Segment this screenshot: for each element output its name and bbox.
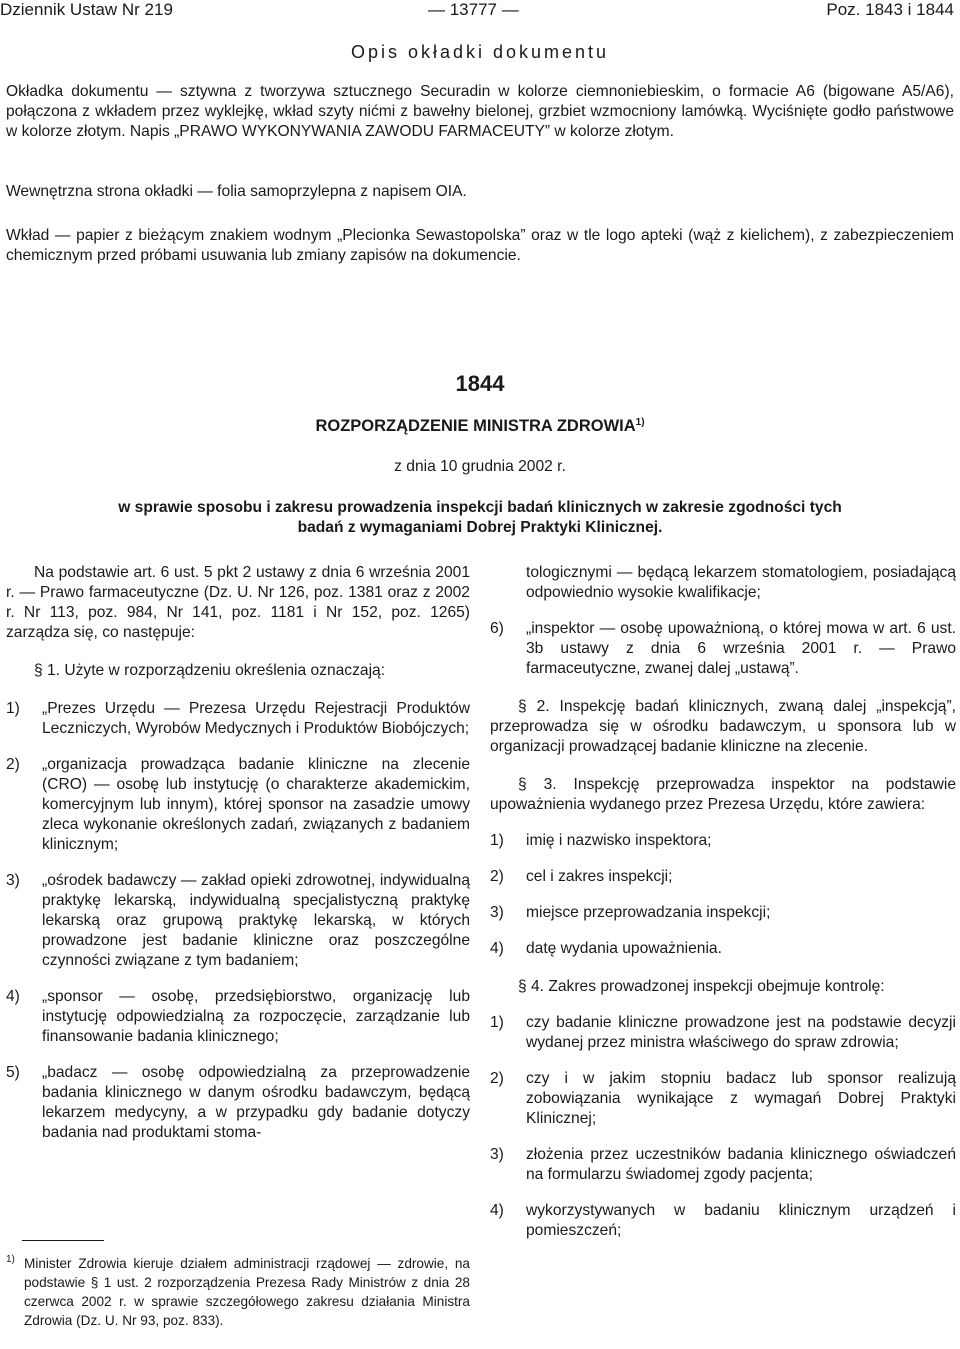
footnote-text: Minister Zdrowia kieruje działem administracji rządowej — zdrowie, na podstawie § 1 ust. 2 rozporządzenia Prezesa Rady Ministrów z dnia 28 czerwca 2002 r. w sprawie szczegółowego zakresu działania Ministra Zdrowia (Dz. U. Nr 93, poz. 833).: [24, 1256, 470, 1328]
act-title: ROZPORZĄDZENIE MINISTRA ZDROWIA$^{1)}$: [315, 417, 645, 435]
item-number: 2): [490, 1070, 504, 1087]
item-text: czy badanie kliniczne prowadzone jest na podstawie decyzji wydanej przez ministra właściwego do spraw zdrowia;: [526, 1014, 956, 1051]
item-number: 6): [490, 620, 504, 637]
footnote-ref: 1): [635, 417, 645, 428]
footnote-mark: 1): [6, 1254, 15, 1265]
definition-2: [6, 755, 470, 855]
item-text: czy i w jakim stopniu badacz lub sponsor realizują zobowiązania wynikające z wymagań Dobrej Praktyki Klinicznej;: [526, 1070, 956, 1127]
section-4: § 4. Zakres prowadzonej inspekcji obejmuje kontrolę:: [518, 978, 885, 995]
definition-6: [490, 619, 956, 679]
item-number: 1): [490, 1014, 504, 1031]
section-4-item-1: [490, 1013, 956, 1053]
item-number: 4): [490, 940, 504, 957]
cover-paragraph-1: Okładka dokumentu — sztywna z tworzywa sztucznego Securadin w kolorze ciemnoniebieskim, o formacie A6 (bigowane A5/A6), połączona z wkładem przez wyklejkę, wkład szyty nićmi z bawełny bielonej, grzbiet wzmocniony lamówką. Wyciśnięte godło państwowe w kolorze złotym. Napis „PRAWO WYKONYWANIA ZAWODU FARMACEUTY” w kolorze złotym.: [6, 83, 954, 140]
item-text: „organizacja prowadząca badanie kliniczne na zlecenie (CRO) — osobę lub instytucję (o charakterze akademickim, komercyjnym lub innym), której sponsor na zasadzie umowy zleca wykonanie określonych zadań, związanych z badaniem klinicznym;: [42, 756, 470, 853]
item-number: 1): [6, 700, 20, 717]
section-3-item-1: [490, 831, 956, 851]
cover-paragraph-2: Wewnętrzna strona okładki — folia samoprzylepna z napisem OIA.: [6, 183, 467, 200]
item-number: 3): [490, 1146, 504, 1163]
section-3-item-3: [490, 903, 956, 923]
item-number: 3): [6, 872, 20, 889]
item-number: 3): [490, 904, 504, 921]
item-text: wykorzystywanych w badaniu klinicznym urządzeń i pomieszczeń;: [526, 1202, 956, 1239]
preamble: Na podstawie art. 6 ust. 5 pkt 2 ustawy z dnia 6 września 2001 r. — Prawo farmaceutyczne (Dz. U. Nr 126, poz. 1381 oraz z 2002 r. Nr 113, poz. 984, Nr 141, poz. 1181 i Nr 152, poz. 1265) zarządza się, co następuje:: [6, 564, 470, 641]
item-number: 1): [490, 832, 504, 849]
act-date: z dnia 10 grudnia 2002 r.: [394, 458, 566, 475]
position-reference: Poz. 1843 i 1844: [826, 0, 954, 19]
section-4-item-3: [490, 1145, 956, 1185]
item-text: „sponsor — osobę, przedsiębiorstwo, organizację lub instytucję odpowiedzialną za rozpoczęcie, zarządzanie lub finansowanie badania klinicznego;: [42, 988, 470, 1045]
cover-description-title: Opis okładki dokumentu: [350, 42, 610, 62]
item-number: 4): [490, 1202, 504, 1219]
item-text: „ośrodek badawczy — zakład opieki zdrowotnej, indywidualną praktykę lekarską, indywidualną specjalistyczną praktykę lekarską oraz grupową praktykę lekarską, w których prowadzone jest badanie kliniczne oraz poszczególne czynności związane z tym badaniem;: [42, 872, 470, 969]
cover-paragraph-3: Wkład — papier z bieżącym znakiem wodnym „Plecionka Sewastopolska” oraz w tle logo apteki (wąż z kielichem), z zabezpieczeniem chemicznym przed próbami usuwania lub zmiany zapisów na dokumencie.: [6, 227, 954, 264]
section-3-item-4: [490, 939, 956, 959]
footnote-separator: [22, 1240, 104, 1241]
item-text: „inspektor — osobę upoważnioną, o której mowa w art. 6 ust. 3b ustawy z dnia 6 września 2001 r. — Prawo farmaceutyczne, zwanej dalej „ustawą”.: [526, 620, 956, 677]
left-column: [6, 563, 470, 1143]
section-1-heading: § 1. Użyte w rozporządzeniu określenia oznaczają:: [34, 662, 386, 679]
right-column: [490, 563, 956, 1241]
definition-5: [6, 1063, 470, 1143]
act-number: 1844: [455, 371, 505, 396]
definition-4: [6, 987, 470, 1047]
item-number: 5): [6, 1064, 20, 1081]
definition-5-continued: tologicznymi — będącą lekarzem stomatologiem, posiadającą odpowiednio wysokie kwalifikacje;: [526, 564, 956, 601]
section-3-item-2: [490, 867, 956, 887]
section-4-item-2: [490, 1069, 956, 1129]
definition-3: [6, 871, 470, 971]
definition-1: [6, 699, 470, 739]
item-text: miejsce przeprowadzania inspekcji;: [526, 904, 771, 921]
item-text: imię i nazwisko inspektora;: [526, 832, 712, 849]
item-text: cel i zakres inspekcji;: [526, 868, 673, 885]
item-text: „badacz — osobę odpowiedzialną za przeprowadzenie badania klinicznego w danym ośrodku badawczym, będącą lekarzem medycyny, a w przypadku gdy badanie dotyczy badania nad produktami stoma-: [42, 1064, 470, 1141]
item-number: 4): [6, 988, 20, 1005]
item-text: „Prezes Urzędu — Prezesa Urzędu Rejestracji Produktów Leczniczych, Wyrobów Medycznych i Produktów Biobójczych;: [42, 700, 470, 737]
item-text: złożenia przez uczestników badania klinicznego oświadczeń na formularzu świadomej zgody pacjenta;: [526, 1146, 956, 1183]
section-4-item-4: [490, 1201, 956, 1241]
item-number: 2): [490, 868, 504, 885]
act-subject: w sprawie sposobu i zakresu prowadzenia inspekcji badań klinicznych w zakresie zgodności tych badań z wymaganiami Dobrej Praktyki Klinicznej.: [118, 499, 842, 536]
section-3: § 3. Inspekcję przeprowadza inspektor na podstawie upoważnienia wydanego przez Prezesa Urzędu, które zawiera:: [490, 776, 956, 813]
item-text: datę wydania upoważnienia.: [526, 940, 722, 957]
section-2: § 2. Inspekcję badań klinicznych, zwaną dalej „inspekcją”, przeprowadza się w ośrodku badawczym, u sponsora lub w organizacji prowadzącej badanie kliniczne na zlecenie.: [490, 698, 956, 755]
page-number: — 13777 —: [428, 0, 519, 19]
journal-title: Dziennik Ustaw Nr 219: [0, 0, 173, 19]
item-number: 2): [6, 756, 20, 773]
